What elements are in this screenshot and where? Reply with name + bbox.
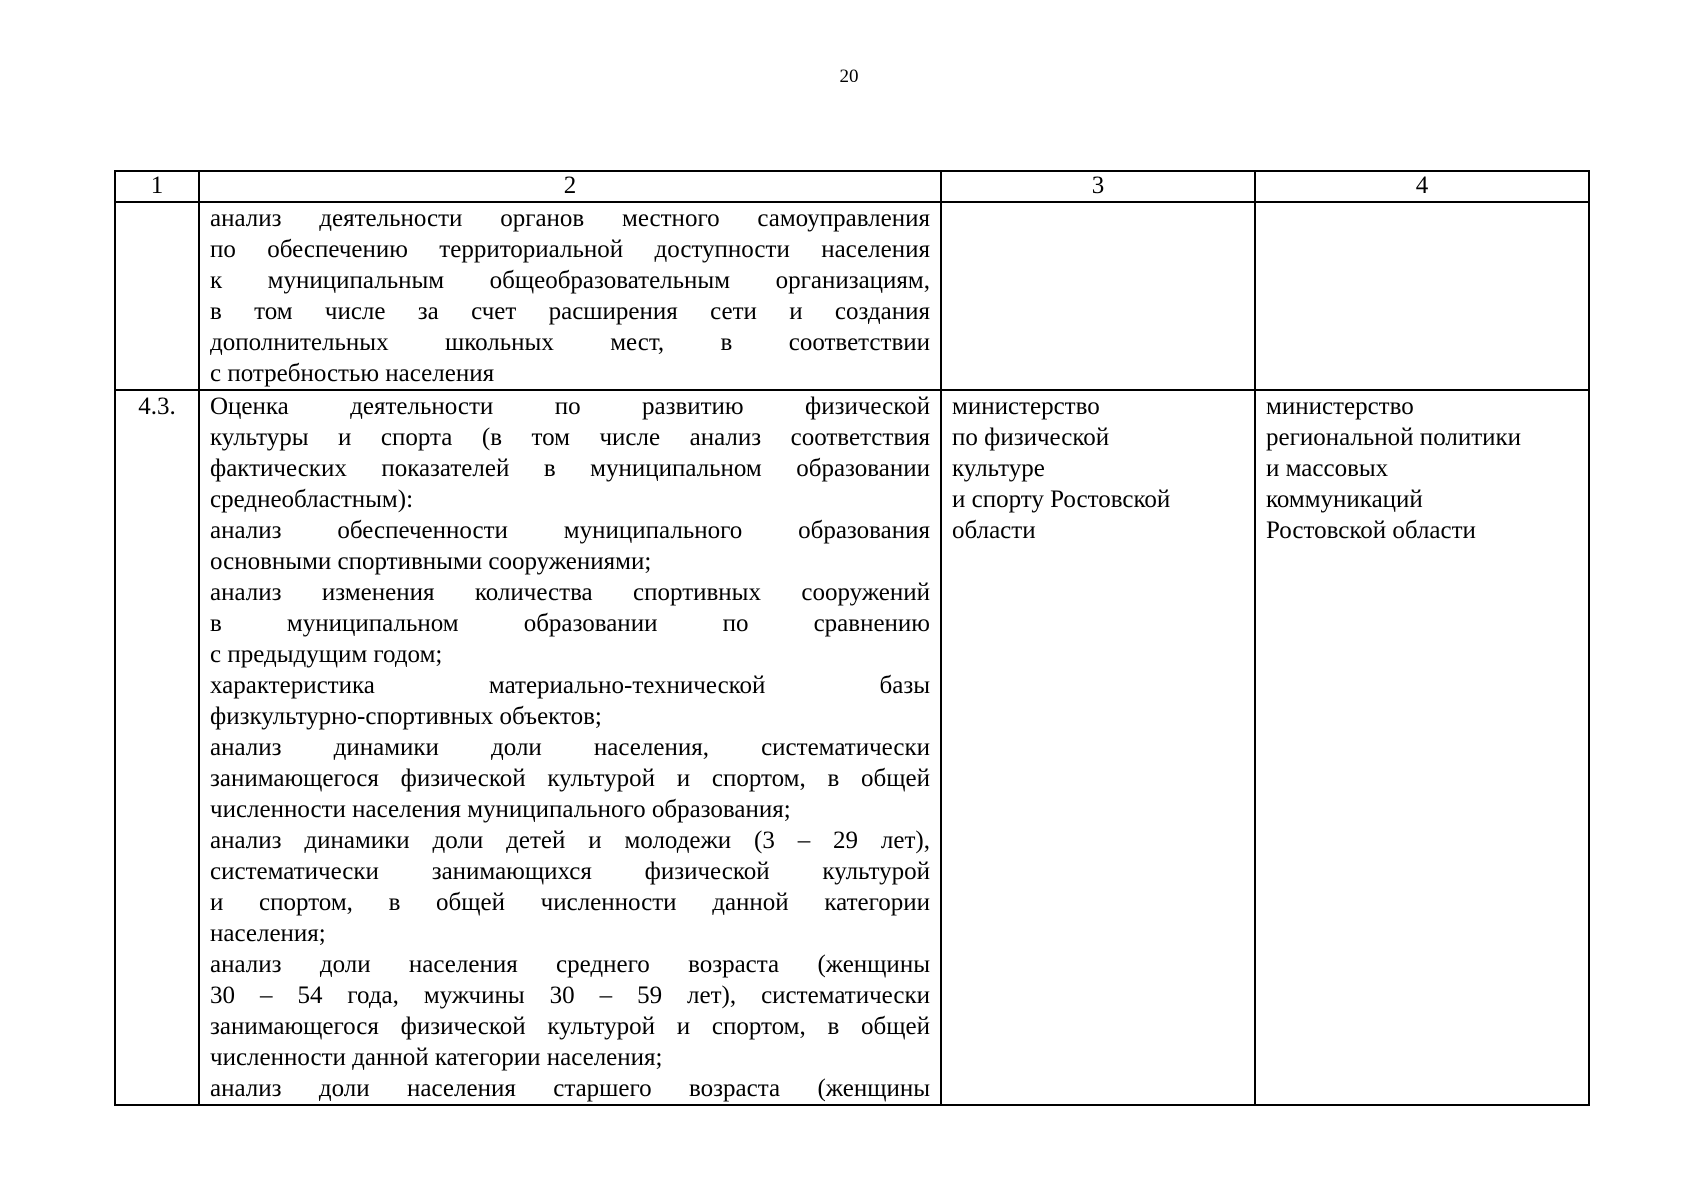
text-line: и спортом, в общей численности данной категории [210, 889, 930, 916]
text-line: среднеобластным): [210, 486, 414, 513]
text-line: в муниципальном образовании по сравнению [210, 610, 930, 637]
row-number-cell [115, 202, 199, 390]
text-line: с потребностью населения [210, 360, 495, 387]
responsible-cell [941, 390, 1255, 1105]
document-table [114, 170, 1590, 1106]
coexecutor-cell [1255, 202, 1589, 390]
text-line: 30 – 54 года, мужчины 30 – 59 лет), систематически [210, 982, 930, 1009]
text-line: области [952, 517, 1036, 544]
text-line: с предыдущим годом; [210, 641, 443, 668]
description-cell [199, 202, 941, 390]
text-line: культуры и спорта (в том числе анализ соответствия [210, 424, 930, 451]
text-line: основными спортивными сооружениями; [210, 548, 652, 575]
text-line: анализ динамики доли населения, систематически [210, 734, 930, 761]
text-line: численности населения муниципального образования; [210, 796, 791, 823]
text-line: населения; [210, 920, 326, 947]
table-header-row [115, 171, 1589, 202]
row-number-cell: 4.3. [115, 390, 199, 1105]
text-line: анализ доли населения среднего возраста (женщины [210, 951, 930, 978]
responsible-cell [941, 202, 1255, 390]
text-line: систематически занимающихся физической культурой [210, 858, 930, 885]
text-line: физкультурно-спортивных объектов; [210, 703, 602, 730]
text-line: по физической [952, 424, 1110, 451]
text-line: анализ изменения количества спортивных сооружений [210, 579, 930, 606]
text-line: анализ деятельности органов местного самоуправления [210, 205, 930, 232]
coexecutor-cell [1255, 390, 1589, 1105]
table-row [115, 390, 1589, 1105]
text-line: характеристика материально-технической базы [210, 672, 930, 699]
column-header-4: 4 [1255, 171, 1589, 202]
text-line: по обеспечению территориальной доступности населения [210, 236, 930, 263]
text-line: к муниципальным общеобразовательным организациям, [210, 267, 930, 294]
text-line: в том числе за счет расширения сети и создания [210, 298, 930, 325]
text-line: занимающегося физической культурой и спортом, в общей [210, 1013, 930, 1040]
text-line: анализ обеспеченности муниципального образования [210, 517, 930, 544]
text-line: Оценка деятельности по развитию физической [210, 393, 930, 420]
text-line: культуре [952, 455, 1045, 482]
column-header-2: 2 [199, 171, 941, 202]
text-line: занимающегося физической культурой и спортом, в общей [210, 765, 930, 792]
text-line: дополнительных школьных мест, в соответствии [210, 329, 930, 356]
description-cell [199, 390, 941, 1105]
text-line: анализ доли населения старшего возраста (женщины [210, 1075, 930, 1102]
page-number: 20 [839, 66, 859, 87]
table-row [115, 202, 1589, 390]
text-line: коммуникаций [1266, 486, 1423, 513]
column-header-3: 3 [941, 171, 1255, 202]
text-line: численности данной категории населения; [210, 1044, 663, 1071]
text-line: министерство [1266, 393, 1414, 420]
text-line: региональной политики [1266, 424, 1522, 451]
text-line: министерство [952, 393, 1100, 420]
column-header-1: 1 [115, 171, 199, 202]
text-line: и спорту Ростовской [952, 486, 1171, 513]
text-line: фактических показателей в муниципальном образовании [210, 455, 930, 482]
text-line: и массовых [1266, 455, 1389, 482]
text-line: Ростовской области [1266, 517, 1476, 544]
text-line: анализ динамики доли детей и молодежи (3 – 29 лет), [210, 827, 930, 854]
